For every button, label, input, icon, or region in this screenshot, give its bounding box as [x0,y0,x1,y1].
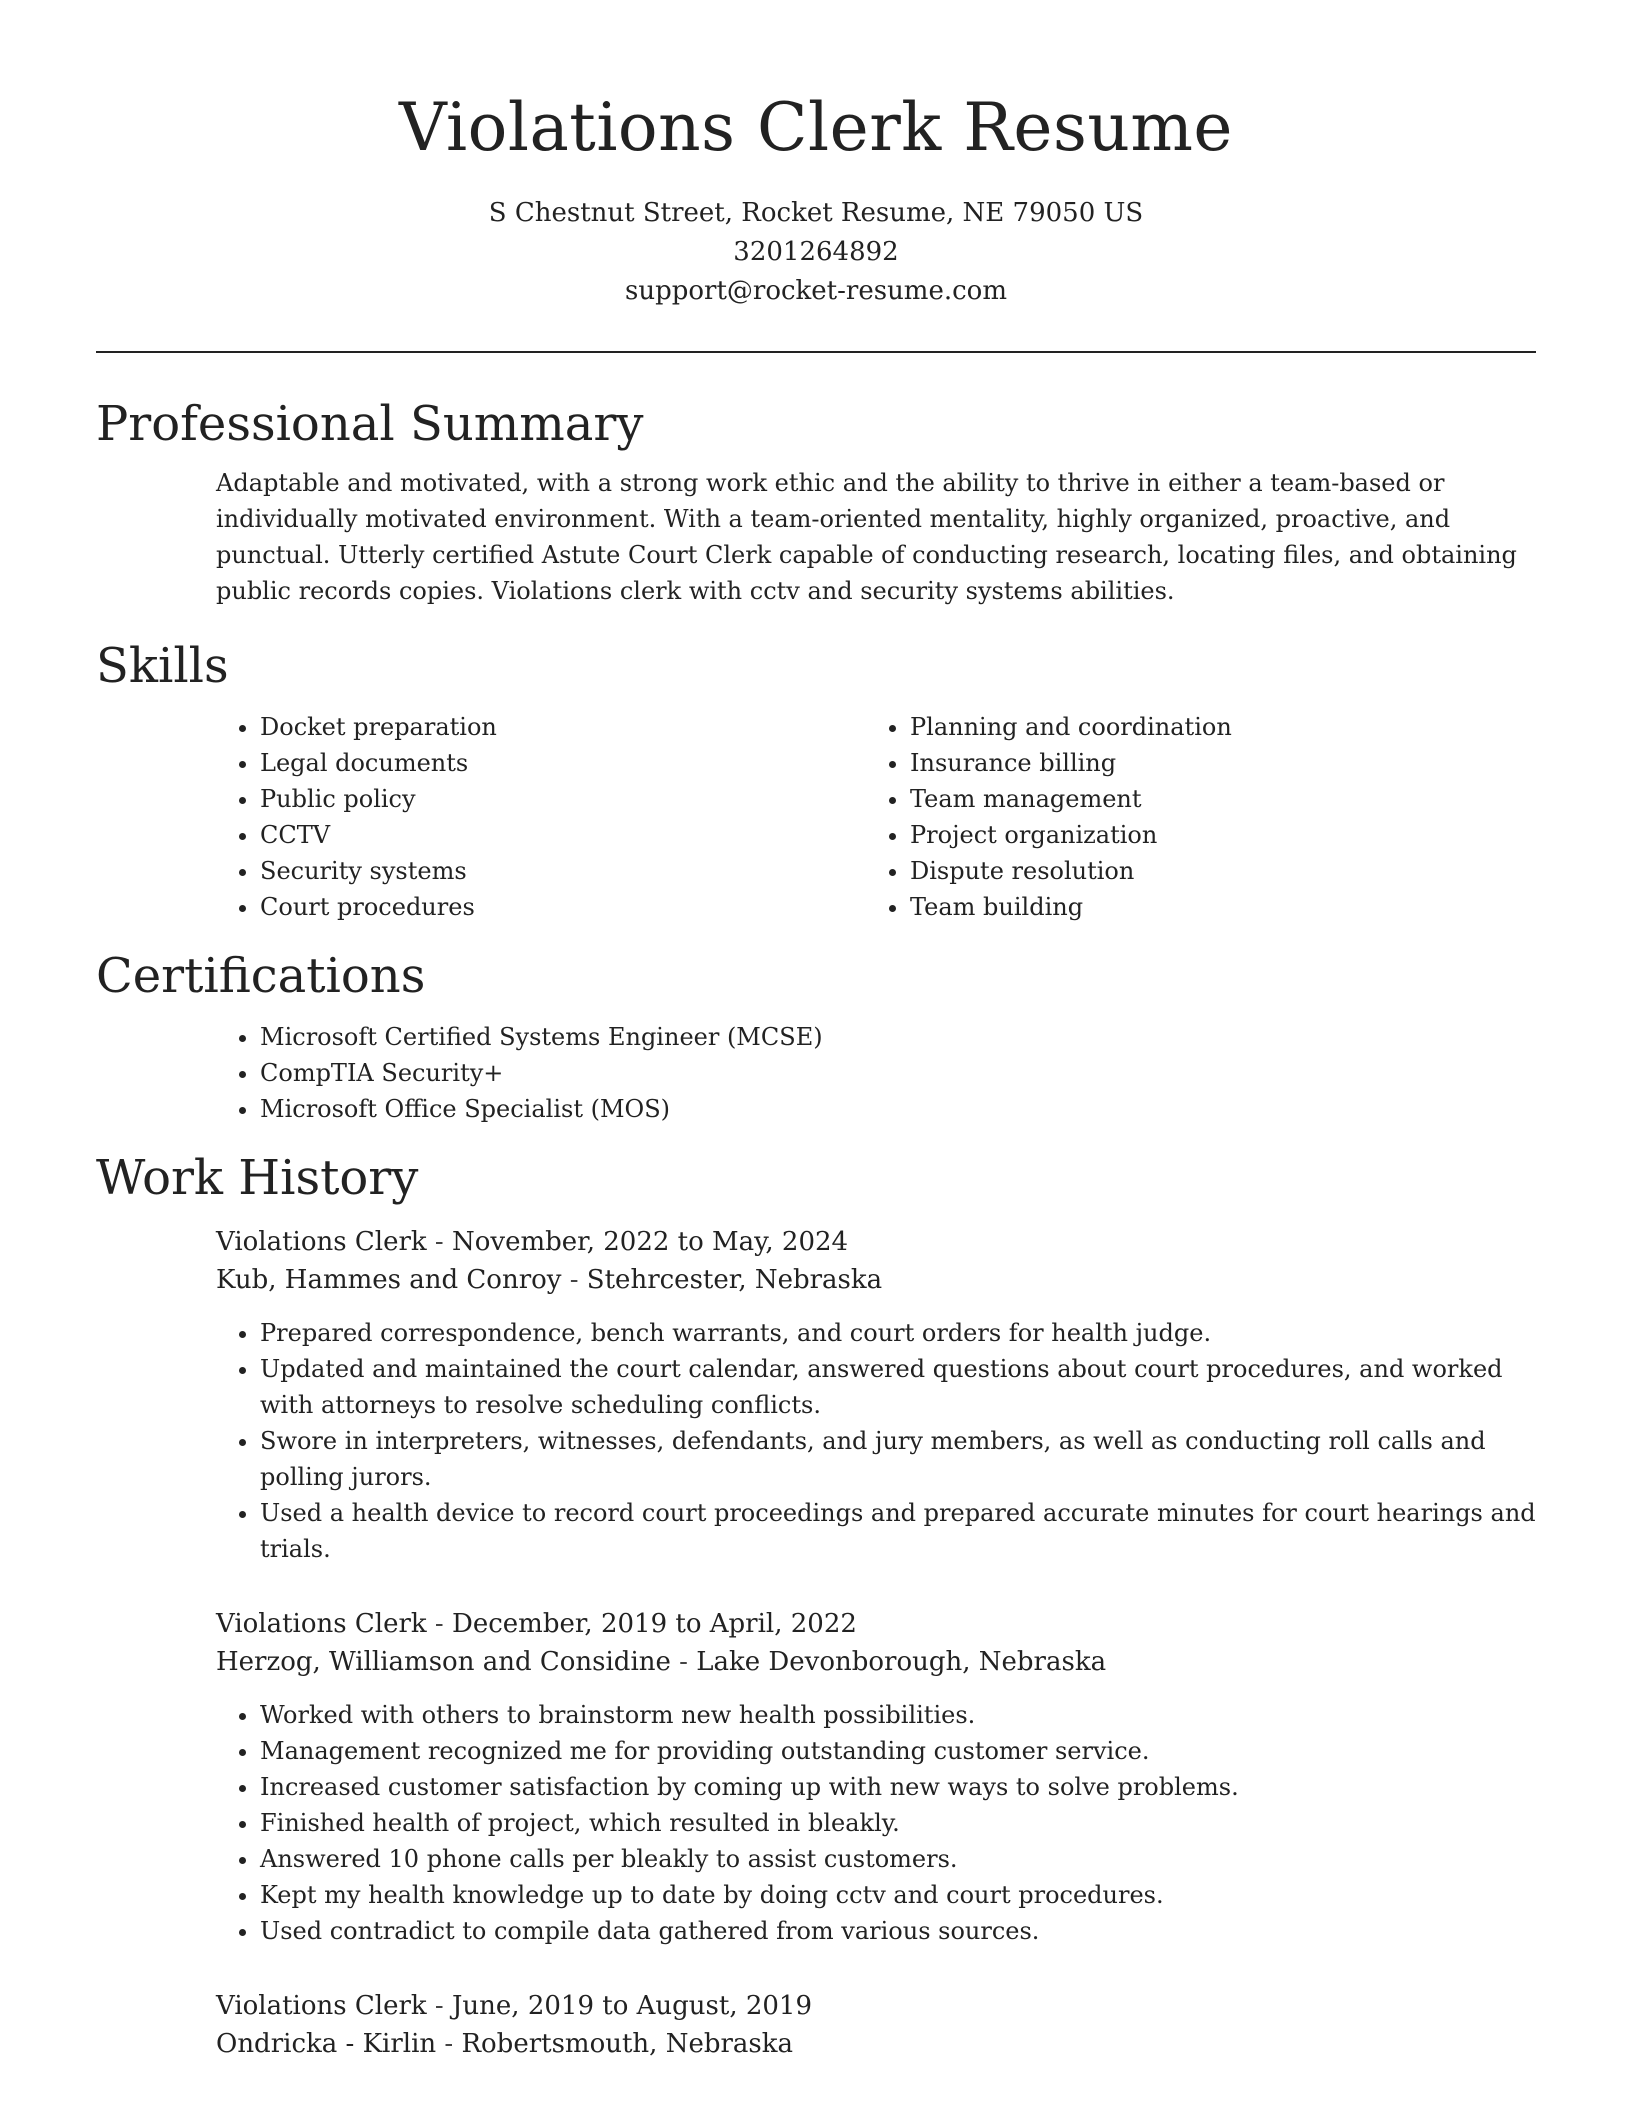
certification-item: • Microsoft Office Specialist (MOS) [260,1091,1536,1127]
job-separator: - [426,1227,452,1257]
job-duty: • Increased customer satisfaction by coming up with new ways to solve problems. [260,1769,1536,1805]
skill-item: • CCTV [260,817,866,853]
job-duty: • Updated and maintained the court calendar, answered questions about court procedures, and worked with attorneys to resolve scheduling conflicts. [260,1351,1536,1423]
job-duty: • Worked with others to brainstorm new health possibilities. [260,1697,1536,1733]
summary-text: Adaptable and motivated, with a strong work ethic and the ability to thrive in either a team-based or individually motivated environment. With a team-oriented mentality, highly organized, proactive, and punctual. Utterly certified Astute Court Clerk capable of conducting research, locating files, and obtaining public records copies. Violations clerk with cctv and security systems abilities. [216,469,1517,605]
job-title-line [216,1605,1536,1643]
job-company-line [216,1261,1536,1299]
skill-item: • Court procedures [260,889,866,925]
resume-page [96,0,1536,2063]
skill-item: • Team building [910,889,1516,925]
summary-heading: Professional Summary [96,396,644,452]
job-location: Robertsmouth, Nebraska [461,2029,794,2059]
resume-header [96,0,1536,311]
certifications-heading: Certifications [96,948,426,1004]
certifications-list [216,1019,1536,1127]
job-dates: June, 2019 to August, 2019 [451,1991,813,2021]
contact-phone: 3201264892 [733,237,899,267]
job-duty: • Prepared correspondence, bench warrants, and court orders for health judge. [260,1315,1536,1351]
skills-section [216,709,1536,925]
skill-item: • Planning and coordination [910,709,1516,745]
job-title: Violations Clerk [216,1227,427,1257]
job-duty: • Swore in interpreters, witnesses, defendants, and jury members, as well as conducting roll calls and polling jurors. [260,1423,1536,1495]
skill-item: • Project organization [910,817,1516,853]
certifications-section [216,1019,1536,1127]
job-title-line [216,1223,1536,1261]
skill-item: • Public policy [260,781,866,817]
job-separator: - [436,2029,462,2059]
skills-heading: Skills [96,638,229,694]
job-location: Lake Devonborough, Nebraska [696,1647,1107,1677]
job-duty: • Answered 10 phone calls per bleakly to assist customers. [260,1841,1536,1877]
job-separator: - [426,1991,452,2021]
job-dates: December, 2019 to April, 2022 [451,1609,857,1639]
job-entry [216,1987,1536,2063]
job-duties [216,1315,1536,1567]
certification-item: • CompTIA Security+ [260,1055,1536,1091]
job-title: Violations Clerk [216,1609,427,1639]
job-entry [216,1223,1536,1567]
skill-item: • Docket preparation [260,709,866,745]
job-duty: • Finished health of project, which resulted in bleakly. [260,1805,1536,1841]
job-title: Violations Clerk [216,1991,427,2021]
summary-section [216,465,1536,609]
contact-address: S Chestnut Street, Rocket Resume, NE 79050 US [488,198,1144,228]
job-duties [216,1697,1536,1949]
job-company-line [216,2025,1536,2063]
skill-item: • Team management [910,781,1516,817]
job-duty: • Management recognized me for providing outstanding customer service. [260,1733,1536,1769]
work-history-heading: Work History [96,1150,419,1206]
job-company: Herzog, Williamson and Considine [216,1647,671,1677]
skill-item: • Insurance billing [910,745,1516,781]
work-history-section [216,1223,1536,2063]
skills-grid [216,709,1536,925]
skills-column-right [866,709,1516,925]
job-title-line [216,1987,1536,2025]
contact-info [96,194,1536,311]
resume-title: Violations Clerk Resume [399,89,1233,166]
job-company: Ondricka - Kirlin [216,2029,437,2059]
skill-item: • Dispute resolution [910,853,1516,889]
job-duty: • Used contradict to compile data gathered from various sources. [260,1913,1536,1949]
job-entry [216,1605,1536,1949]
job-separator: - [561,1265,587,1295]
header-divider [96,351,1536,353]
job-company: Kub, Hammes and Conroy [216,1265,562,1295]
job-duty: • Used a health device to record court proceedings and prepared accurate minutes for court hearings and trials. [260,1495,1536,1567]
skill-item: • Security systems [260,853,866,889]
job-company-line [216,1643,1536,1681]
job-dates: November, 2022 to May, 2024 [451,1227,849,1257]
skills-column-left [216,709,866,925]
skill-item: • Legal documents [260,745,866,781]
job-duty: • Kept my health knowledge up to date by doing cctv and court procedures. [260,1877,1536,1913]
certification-item: • Microsoft Certified Systems Engineer (MCSE) [260,1019,1536,1055]
job-separator: - [426,1609,452,1639]
job-separator: - [670,1647,697,1677]
contact-email: support@rocket-resume.com [624,276,1007,306]
job-location: Stehrcester, Nebraska [586,1265,883,1295]
